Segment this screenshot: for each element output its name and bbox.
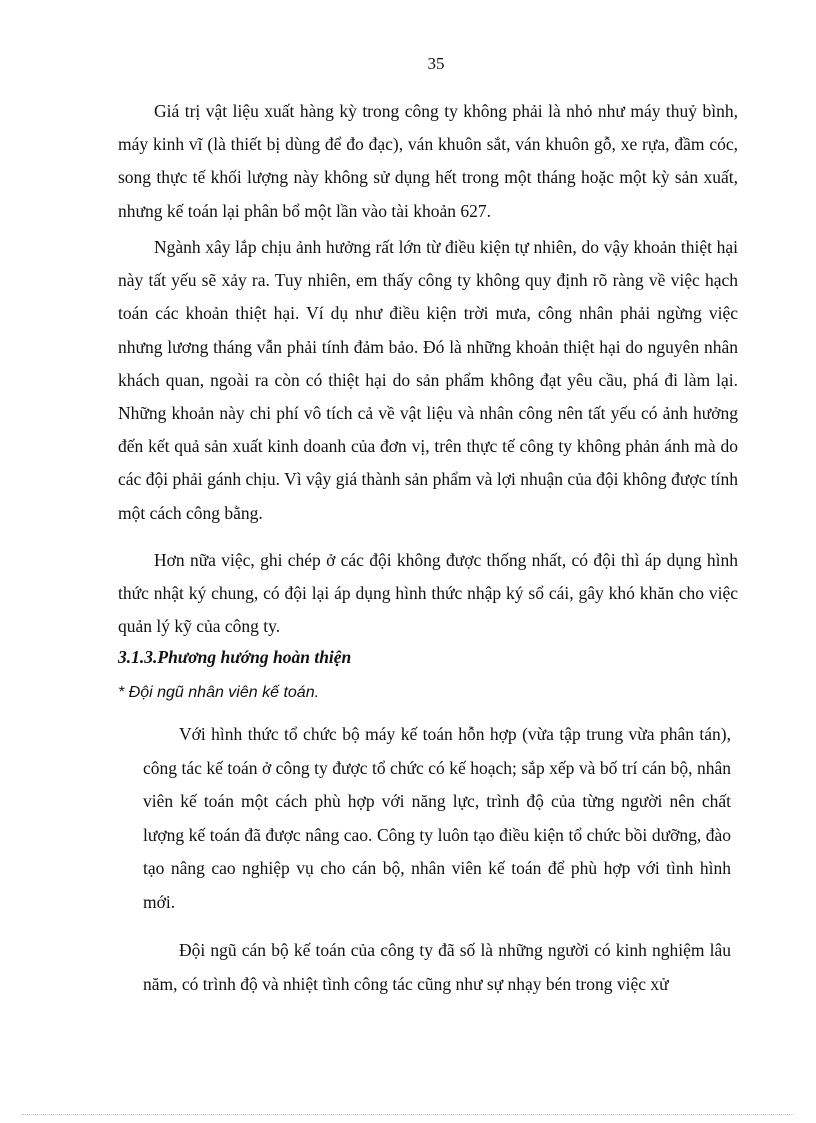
paragraph-3-block [118, 544, 738, 644]
page-bottom-divider [22, 1114, 794, 1115]
paragraph-1: Giá trị vật liệu xuất hàng kỳ trong công ty không phải là nhỏ như máy thuỷ bình, máy kinh vĩ (là thiết bị dùng để đo đạc), ván khuôn sắt, ván khuôn gỗ, xe rựa, đầm cóc, song thực tế khối lượng này không sử dụng hết trong một tháng hoặc một kỳ sản xuất, nhưng kế toán lại phân bổ một lần vào tài khoản 627. [118, 101, 738, 221]
subsection-heading: * Đội ngũ nhân viên kế toán. [118, 684, 320, 701]
paragraph-1-block [118, 95, 738, 228]
page-number: 35 [427, 54, 445, 73]
section-paragraph-1: Với hình thức tổ chức bộ máy kế toán hỗn hợp (vừa tập trung vừa phân tán), công tác kế toán ở công ty được tổ chức có kế hoạch; sắp xếp và bố trí cán bộ, nhân viên kế toán một cách phù hợp với năng lực, trình độ của từng người nên chất lượng kế toán đã được nâng cao. Công ty luôn tạo điều kiện tổ chức bồi dưỡng, đào tạo nâng cao nghiệp vụ cho cán bộ, nhân viên kế toán để phù hợp với tình hình mới. [143, 724, 731, 912]
section-paragraph-2-block [143, 934, 731, 1001]
paragraph-3: Hơn nữa việc, ghi chép ở các đội không được thống nhất, có đội thì áp dụng hình thức nhật ký chung, có đội lại áp dụng hình thức nhập ký sổ cái, gây khó khăn cho việc quản lý kỹ của công ty. [118, 550, 738, 637]
paragraph-2: Ngành xây lắp chịu ảnh hưởng rất lớn từ điều kiện tự nhiên, do vậy khoản thiệt hại này tất yếu sẽ xảy ra. Tuy nhiên, em thấy công ty không quy định rõ ràng về việc hạch toán các khoản thiệt hại. Ví dụ như điều kiện trời mưa, công nhân phải ngừng việc nhưng lương tháng vẫn phải tính đảm bảo. Đó là những khoản thiệt hại do nguyên nhân khách quan, ngoài ra còn có thiệt hại do sản phẩm không đạt yêu cầu, phá đi làm lại. Những khoản này chi phí vô tích cả về vật liệu và nhân công nên tất yếu có ảnh hưởng đến kết quả sản xuất kinh doanh của đơn vị, trên thực tế công ty không phản ánh mà do các đội phải gánh chịu. Vì vậy giá thành sản phẩm và lợi nhuận của đội không được tính một cách công bằng. [118, 237, 738, 523]
section-paragraph-1-block [143, 718, 731, 920]
section-paragraph-2: Đội ngũ cán bộ kế toán của công ty đã số là những người có kinh nghiệm lâu năm, có trình độ và nhiệt tình công tác cũng như sự nhạy bén trong việc xử [143, 940, 731, 994]
section-heading: 3.1.3.Phương hướng hoàn thiện [118, 647, 352, 667]
paragraph-2-block [118, 231, 738, 530]
